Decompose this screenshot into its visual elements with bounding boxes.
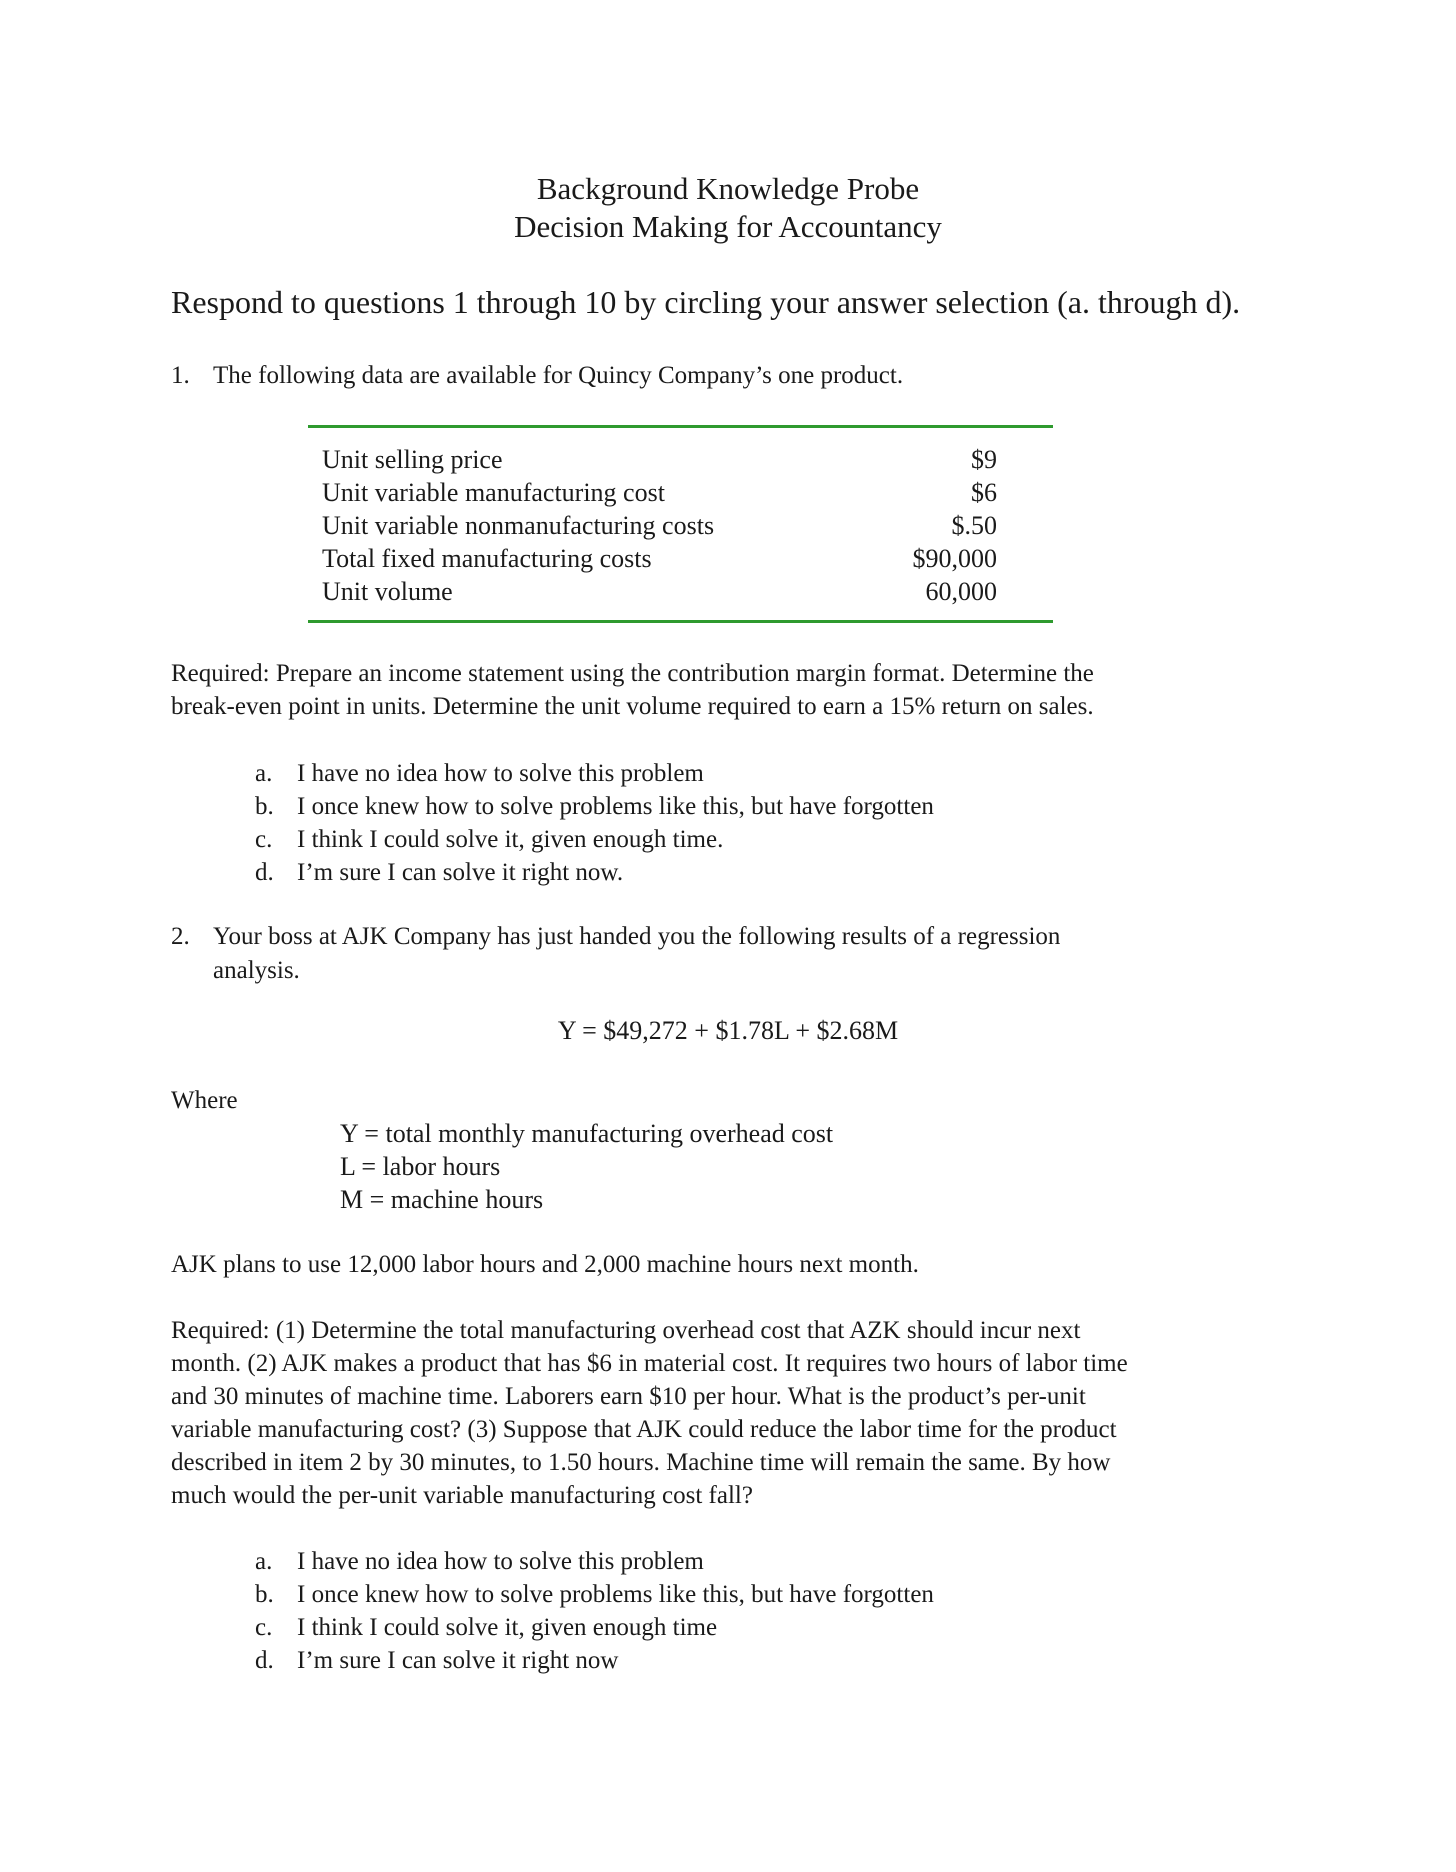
question-2-option-a[interactable] [255, 1545, 704, 1578]
question-2-required-line: and 30 minutes of machine time. Laborers earn $10 per hour. What is the product’s per-unit [171, 1383, 1086, 1410]
definition-l: L = labor hours [340, 1152, 501, 1181]
row-label: Unit variable manufacturing cost [322, 478, 665, 507]
option-text: I once knew how to solve problems like this, but have forgotten [297, 1581, 934, 1608]
row-value: 60,000 [925, 577, 997, 606]
table-row [322, 542, 997, 575]
definition-y: Y = total monthly manufacturing overhead cost [340, 1119, 834, 1148]
option-letter: a. [255, 760, 273, 787]
question-1-required-line: break-even point in units. Determine the unit volume required to earn a 15% return on sales. [171, 693, 1094, 720]
option-text: I’m sure I can solve it right now [297, 1647, 619, 1674]
table-row [322, 443, 997, 476]
option-text: I’m sure I can solve it right now. [297, 859, 624, 886]
option-letter: b. [255, 793, 274, 820]
option-text: I once knew how to solve problems like this, but have forgotten [297, 793, 934, 820]
table-top-rule [308, 425, 1053, 428]
document-subtitle: Decision Making for Accountancy [514, 209, 942, 244]
question-2-text: Your boss at AJK Company has just handed you the following results of a regression [213, 923, 1061, 950]
row-label: Unit variable nonmanufacturing costs [322, 511, 715, 540]
option-letter: d. [255, 859, 274, 886]
document-title: Background Knowledge Probe [536, 171, 920, 206]
option-letter: b. [255, 1581, 274, 1608]
regression-equation: Y = $49,272 + $1.78L + $2.68M [557, 1016, 899, 1045]
question-1-option-d[interactable] [255, 856, 623, 889]
table-bottom-rule [308, 620, 1053, 623]
table-row [322, 476, 997, 509]
row-value: $90,000 [912, 544, 997, 573]
question-2-required-line: variable manufacturing cost? (3) Suppose that AJK could reduce the labor time for the product [171, 1416, 1117, 1443]
row-value: $9 [971, 445, 997, 474]
question-1-option-c[interactable] [255, 823, 723, 856]
option-letter: c. [255, 826, 273, 853]
document-header [0, 170, 1456, 246]
question-1-number: 1. [171, 362, 190, 389]
instructions: Respond to questions 1 through 10 by circling your answer selection (a. through d). [171, 284, 1241, 320]
option-letter: c. [255, 1614, 273, 1641]
question-2-number: 2. [171, 923, 190, 950]
row-label: Unit selling price [322, 445, 503, 474]
row-value: $.50 [951, 511, 997, 540]
question-1-prompt [171, 359, 903, 393]
question-2-required-line: described in item 2 by 30 minutes, to 1.50 hours. Machine time will remain the same. By how [171, 1449, 1111, 1476]
question-2-option-d[interactable] [255, 1644, 618, 1677]
definition-m: M = machine hours [340, 1185, 544, 1214]
question-2-required-line: month. (2) AJK makes a product that has $6 in material cost. It requires two hours of labor time [171, 1350, 1128, 1377]
option-text: I think I could solve it, given enough time. [297, 826, 724, 853]
question-2-text-continued: analysis. [213, 957, 300, 984]
option-letter: a. [255, 1548, 273, 1575]
table-row [322, 509, 997, 542]
question-2-required-line: Required: (1) Determine the total manufacturing overhead cost that AZK should incur next [171, 1317, 1081, 1344]
quincy-data-table [308, 425, 1053, 625]
question-2-option-b[interactable] [255, 1578, 934, 1611]
option-text: I think I could solve it, given enough time [297, 1614, 718, 1641]
question-1-text: The following data are available for Quincy Company’s one product. [213, 362, 904, 389]
question-1-option-a[interactable] [255, 757, 704, 790]
option-letter: d. [255, 1647, 274, 1674]
question-1-option-b[interactable] [255, 790, 934, 823]
row-label: Unit volume [322, 577, 453, 606]
option-text: I have no idea how to solve this problem [297, 1548, 704, 1575]
question-1-required-line: Required: Prepare an income statement using the contribution margin format. Determine the [171, 660, 1094, 687]
question-2-option-c[interactable] [255, 1611, 717, 1644]
where-label: Where [171, 1087, 238, 1114]
option-text: I have no idea how to solve this problem [297, 760, 704, 787]
question-2-prompt [171, 920, 1060, 954]
table-row [322, 575, 997, 608]
question-2-plan: AJK plans to use 12,000 labor hours and 2,000 machine hours next month. [171, 1251, 919, 1278]
row-label: Total fixed manufacturing costs [322, 544, 652, 573]
question-2-required-line: much would the per-unit variable manufacturing cost fall? [171, 1482, 753, 1509]
row-value: $6 [971, 478, 997, 507]
